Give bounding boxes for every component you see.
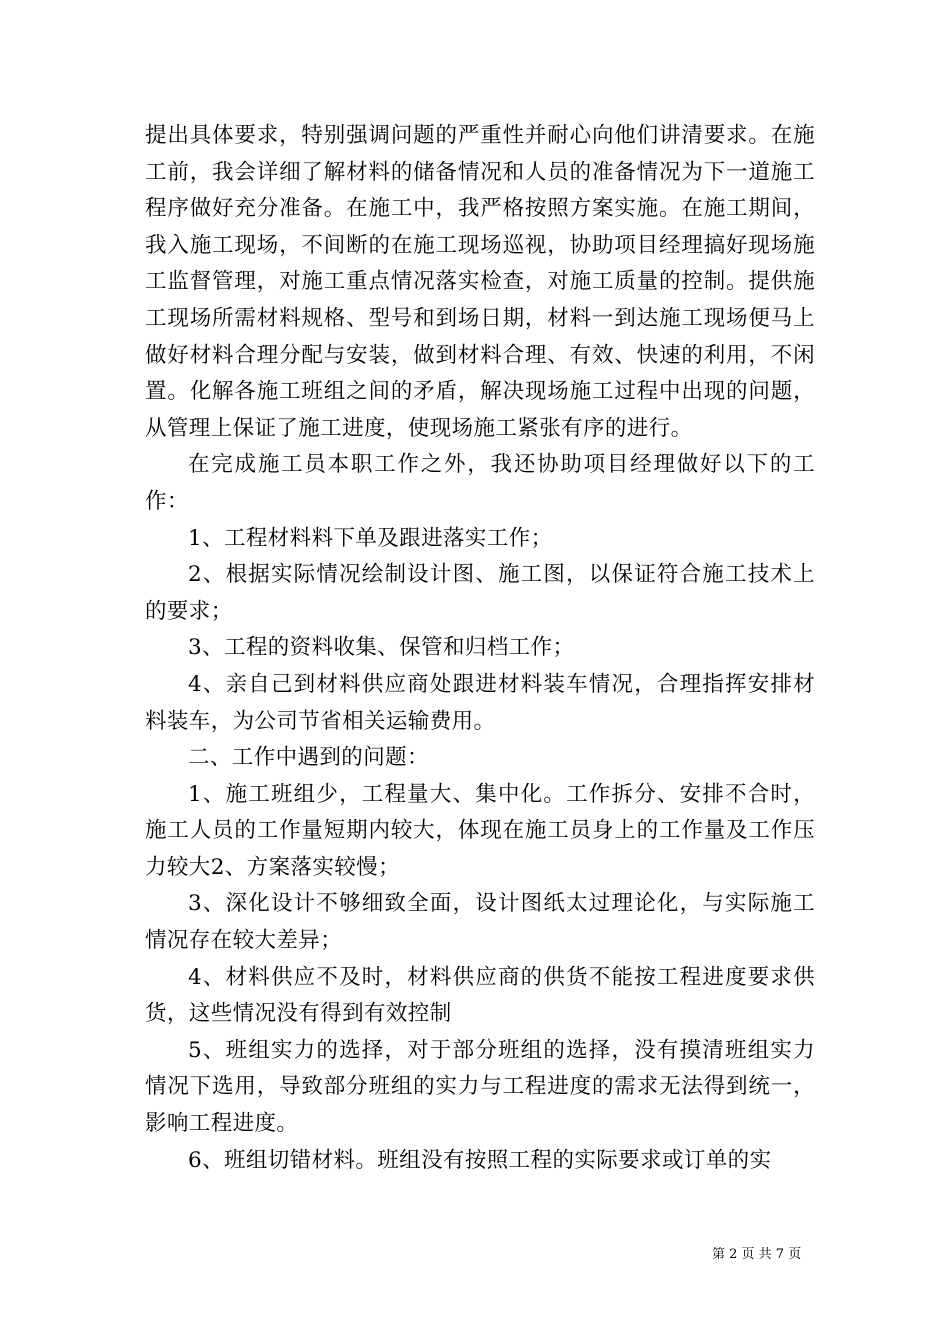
paragraph-continuation: 提出具体要求，特别强调问题的严重性并耐心向他们讲清要求。在施工前，我会详细了解材料的储备情况和人员的准备情况为下一道施工程序做好充分准备。在施工中，我严格按照方案实施。在施工期间，我入施工现场，不间断的在施工现场巡视，协助项目经理搞好现场施工监督管理，对施工重点情况落实检查，对施工质量的控制。提供施工现场所需材料规格、型号和到场日期，材料一到达施工现场便马上做好材料合理分配与安装，做到材料合理、有效、快速的利用，不闲置。化解各施工班组之间的矛盾，解决现场施工过程中出现的问题，从管理上保证了施工进度，使现场施工紧张有序的进行。 — [145, 123, 815, 441]
paragraph-extra-duties-intro: 在完成施工员本职工作之外，我还协助项目经理做好以下的工作： — [145, 452, 815, 514]
document-body — [145, 118, 815, 1179]
list-item-problem-1: 1、施工班组少，工程量大、集中化。工作拆分、安排不合时，施工人员的工作量短期内较大，体现在施工员身上的工作量及工作压力较大2、方案落实较慢； — [145, 781, 815, 880]
section-heading-problems: 二、工作中遇到的问题： — [188, 745, 429, 771]
list-item-problem-5: 5、班组实力的选择，对于部分班组的选择，没有摸清班组实力情况下选用，导致部分班组的实力与工程进度的需求无法得到统一，影响工程进度。 — [145, 1037, 815, 1137]
list-item-problem-6: 6、班组切错材料。班组没有按照工程的实际要求或订单的实 — [188, 1147, 772, 1173]
list-item-duty-3: 3、工程的资料收集、保管和归档工作； — [188, 635, 575, 661]
list-item-problem-4: 4、材料供应不及时，材料供应商的供货不能按工程进度要求供货，这些情况没有得到有效控制 — [145, 964, 815, 1027]
page-number-footer: 第 2 页 共 7 页 — [712, 1247, 802, 1262]
list-item-duty-1: 1、工程材料料下单及跟进落实工作； — [188, 525, 553, 551]
list-item-duty-2: 2、根据实际情况绘制设计图、施工图，以保证符合施工技术上的要求； — [145, 562, 815, 624]
list-item-problem-3: 3、深化设计不够细致全面，设计图纸太过理论化，与实际施工情况存在较大差异； — [145, 891, 815, 954]
list-item-duty-4: 4、亲自己到材料供应商处跟进材料装车情况，合理指挥安排材料装车，为公司节省相关运输费用。 — [145, 671, 815, 734]
